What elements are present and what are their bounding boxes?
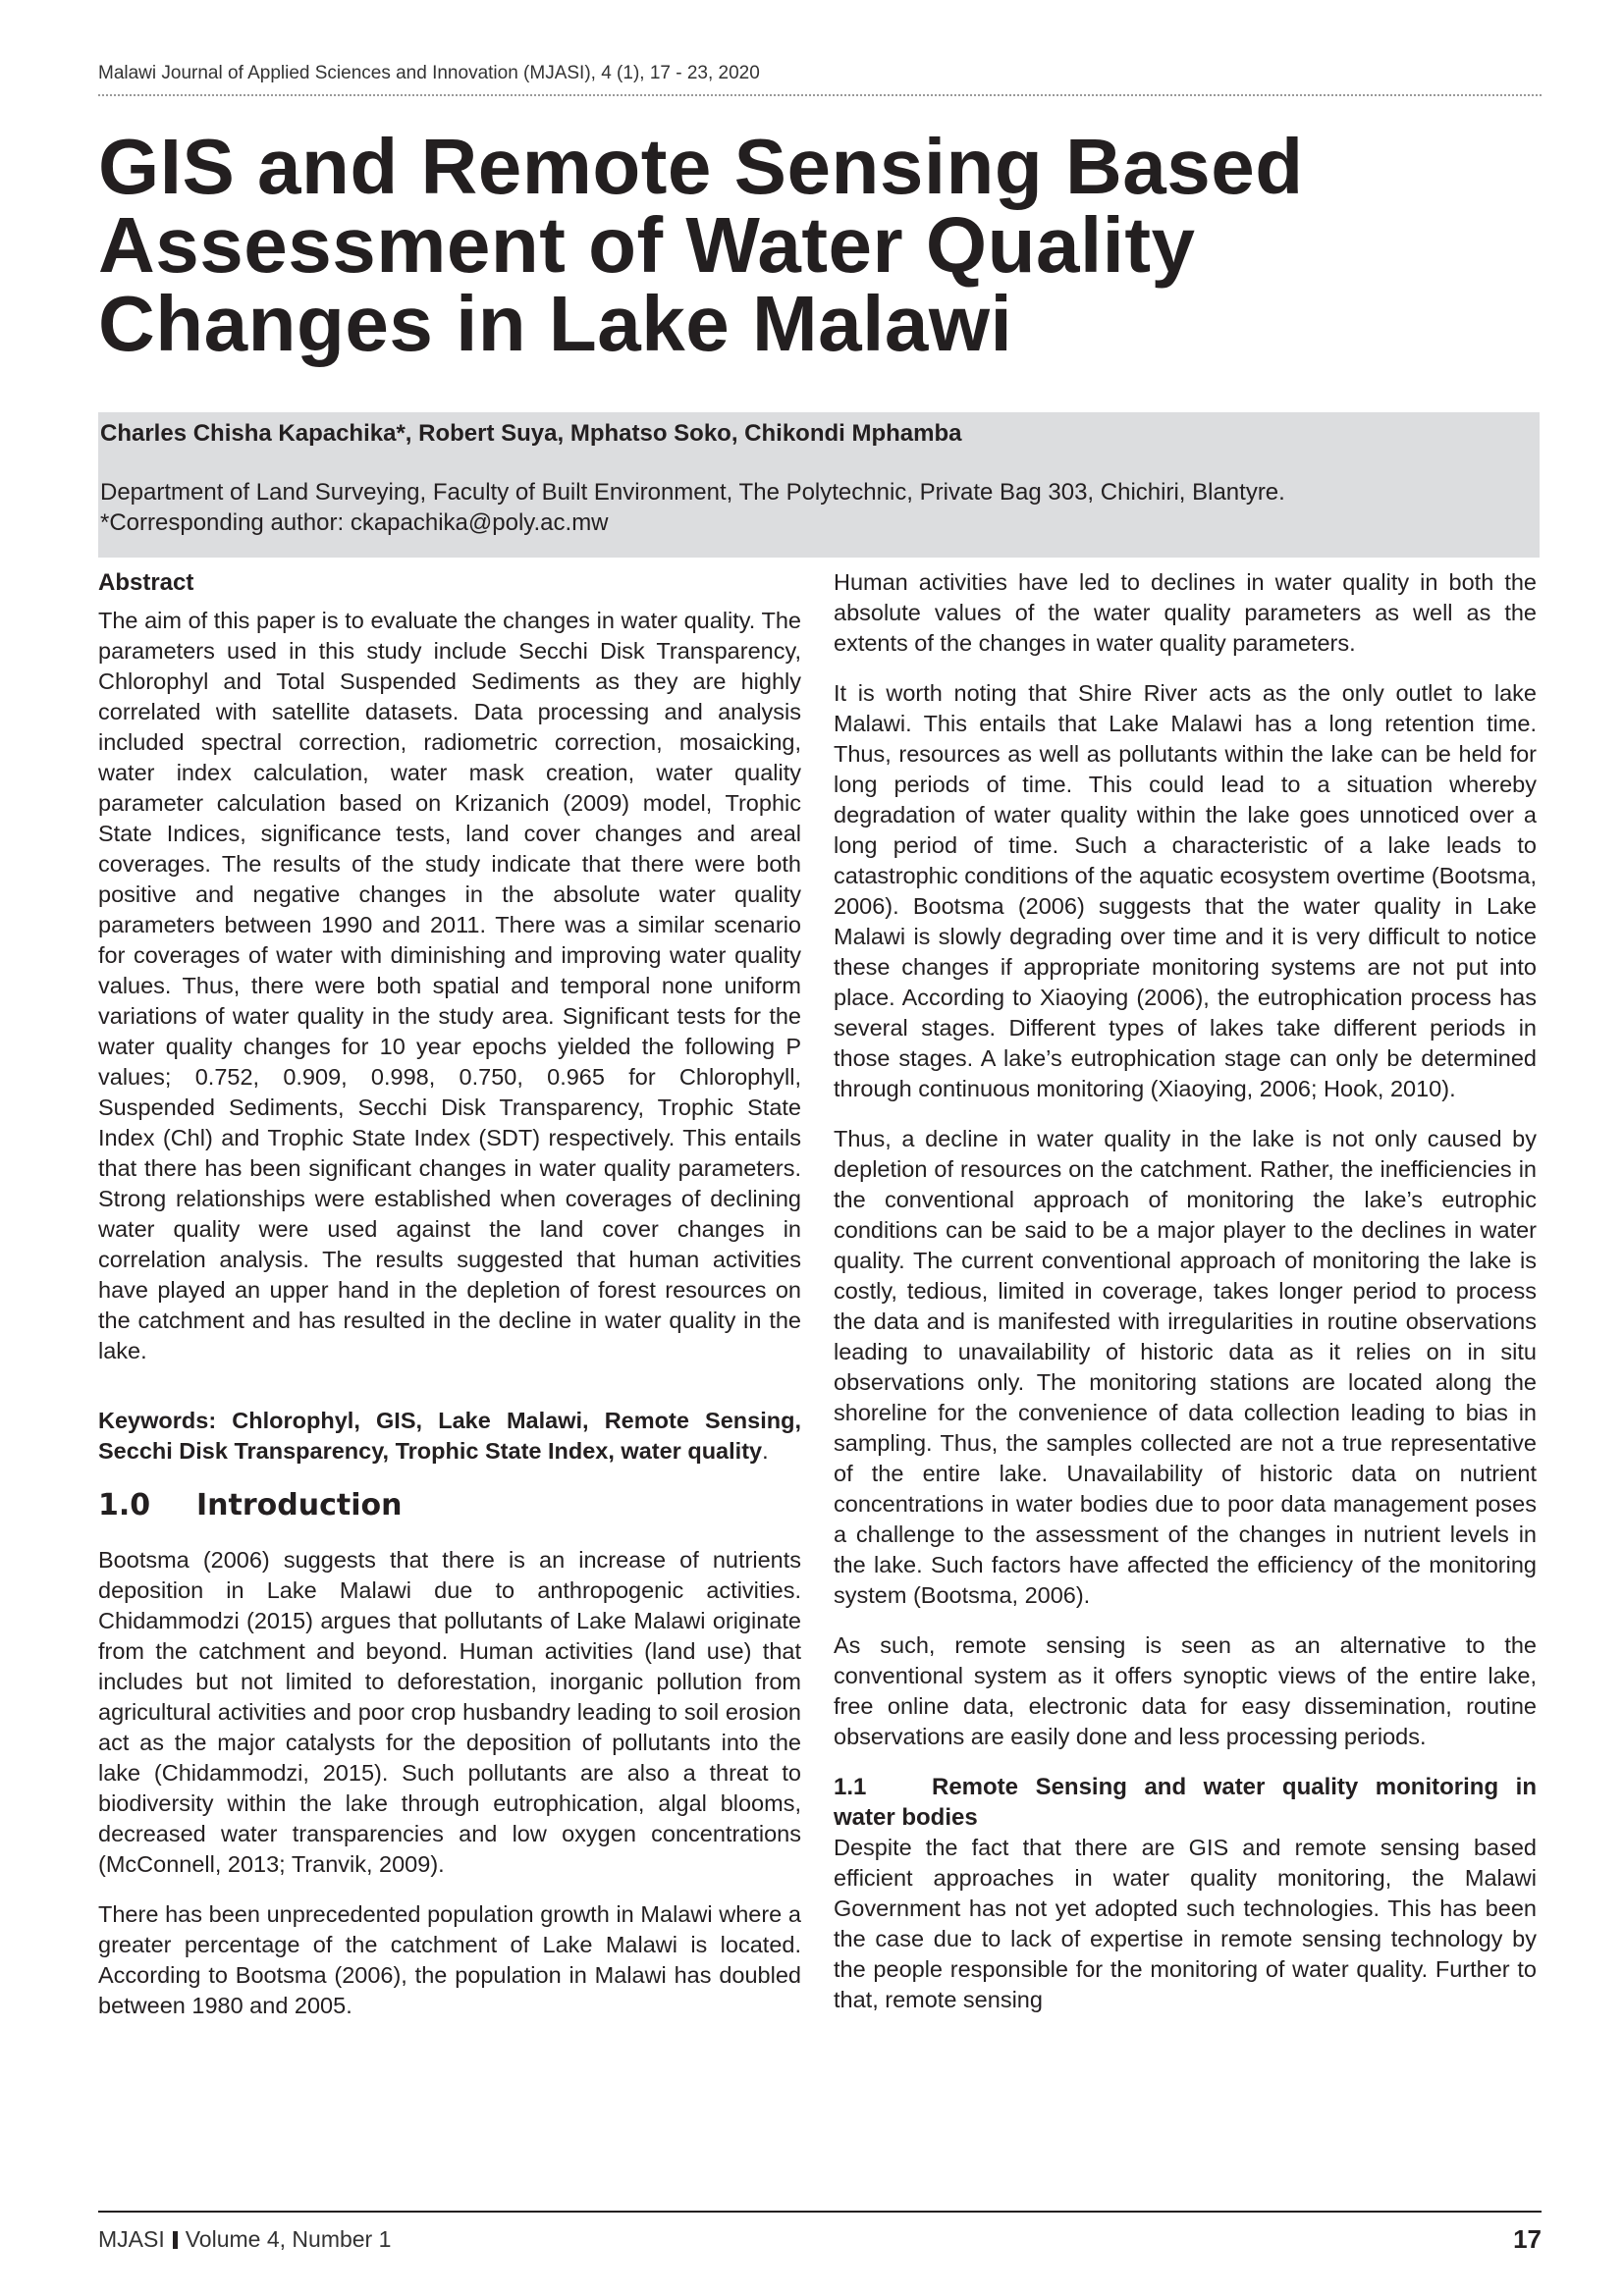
right-paragraph-2: It is worth noting that Shire River acts as the only outlet to lake Malawi. This entails that Lake Malawi has a long retention time. Thus, resources as well as pollutants within the lake can be held for long periods of time. This could lead to a situation whereby degradation of water quality within the lake goes unnoticed over a long period of time. Such a characteristic of a lake leads to catastrophic conditions of the aquatic ecosystem overtime (Bootsma, 2006). Bootsma (2006) suggests that the water quality in Lake Malawi is slowly degrading over time and it is very difficult to notice these changes if appropriate monitoring systems are not put into place. According to Xiaoying (2006), the eutrophication process has several stages. Different types of lakes take different periods in those stages. A lake’s eutrophication stage can only be determined through continuous monitoring (Xiaoying, 2006; Hook, 2010).: [834, 680, 1537, 1101]
intro-heading: [98, 1488, 801, 1523]
intro-paragraph-2: There has been unprecedented population growth in Malawi where a greater percentage of the catchment of Lake Malawi is located. According to Bootsma (2006), the population in Malawi has doubled between 1980 and 2005.: [98, 1901, 801, 2018]
intro-paragraph-1: Bootsma (2006) suggests that there is an increase of nutrients deposition in Lake Malawi due to anthropogenic activities. Chidammodzi (2015) argues that pollutants of Lake Malawi originate from the catchment and beyond. Human activities (land use) that includes but not limited to deforestation, inorganic pollution from agricultural activities and poor crop husbandry leading to soil erosion act as the major catalysts for the deposition of pollutants into the lake (Chidammodzi, 2015). Such pollutants are also a threat to biodiversity within the lake through eutrophication, algal blooms, decreased water transparencies and low oxygen concentrations (McConnell, 2013; Tranvik, 2009).: [98, 1547, 801, 1877]
affiliation: Department of Land Surveying, Faculty of Built Environment, The Polytechnic, Private Bag 303, Chichiri, Blantyre.: [100, 479, 1285, 506]
title-line-3: Changes in Lake Malawi: [98, 280, 1013, 367]
author-box: [98, 412, 1540, 558]
intro-title: Introduction: [196, 1488, 403, 1522]
right-paragraph-1: Human activities have led to declines in water quality in both the absolute values of the water quality parameters as well as the extents of the changes in water quality parameters.: [834, 569, 1537, 656]
keywords-end: .: [762, 1438, 769, 1464]
footer-separator: [173, 2231, 178, 2249]
page-footer: [98, 2211, 1542, 2254]
subsection-title: Remote Sensing and water quality monitoring in water bodies: [834, 1774, 1537, 1831]
footer-journal-name: MJASI: [98, 2226, 165, 2252]
title-line-1: GIS and Remote Sensing Based: [98, 123, 1304, 210]
right-paragraph-4: As such, remote sensing is seen as an alternative to the conventional system as it offers synoptic views of the entire lake, free online data, electronic data for easy dissemination, routine observations are easily done and less processing periods.: [834, 1632, 1537, 1749]
journal-header: Malawi Journal of Applied Sciences and Innovation (MJASI), 4 (1), 17 - 23, 2020: [98, 63, 1542, 96]
right-column: [834, 567, 1537, 2015]
left-column: [98, 567, 801, 2041]
keywords-text: Keywords: Chlorophyl, GIS, Lake Malawi, Remote Sensing, Secchi Disk Transparency, Trophic State Index, water quality: [98, 1408, 801, 1464]
corresponding-author: *Corresponding author: ckapachika@poly.ac.mw: [100, 509, 609, 536]
abstract-text: The aim of this paper is to evaluate the changes in water quality. The parameters used in this study include Secchi Disk Transparency, Chlorophyl and Total Suspended Sediments as they are highly correlated with satellite datasets. Data processing and analysis included spectral correction, radiometric correction, mosaicking, water index calculation, water mask creation, water quality parameter calculation based on Krizanich (2009) model, Trophic State Indices, significance tests, land cover changes and areal coverages. The results of the study indicate that there were both positive and negative changes in the absolute water quality parameters between 1990 and 2011. There was a similar scenario for coverages of water with diminishing and improving water quality values. Thus, there were both spatial and temporal none uniform variations of water quality in the study area. Significant tests for the water quality changes for 10 year epochs yielded the following P values; 0.752, 0.909, 0.998, 0.750, 0.965 for Chlorophyll, Suspended Sediments, Secchi Disk Transparency, Trophic State Index (Chl) and Trophic State Index (SDT) respectively. This entails that there has been significant changes in water quality parameters. Strong relationships were established when coverages of declining water quality were used against the land cover changes in correlation analysis. The results suggested that human activities have played an upper hand in the depletion of forest resources on the catchment and has resulted in the decline in water quality in the lake.: [98, 608, 801, 1363]
authors: Charles Chisha Kapachika*, Robert Suya, Mphatso Soko, Chikondi Mphamba: [100, 420, 962, 447]
subsection-number: 1.1: [834, 1774, 867, 1800]
right-paragraph-5: Despite the fact that there are GIS and remote sensing based efficient approaches in water quality monitoring, the Malawi Government has not yet adopted such technologies. This has been the case due to lack of expertise in remote sensing technology by the people responsible for the monitoring of water quality. Further to that, remote sensing: [834, 1835, 1537, 2012]
title-line-2: Assessment of Water Quality: [98, 201, 1196, 289]
footer-volume: Volume 4, Number 1: [185, 2226, 392, 2252]
abstract-heading: Abstract: [98, 569, 194, 596]
subsection-heading: [834, 1772, 1537, 1833]
intro-number: 1.0: [98, 1488, 151, 1522]
right-paragraph-3: Thus, a decline in water quality in the lake is not only caused by depletion of resources on the catchment. Rather, the inefficiencies in the conventional approach of monitoring the lake’s eutrophic conditions can be said to be a major player to the declines in water quality. The current conventional approach of monitoring the lake is costly, tedious, limited in coverage, takes longer period to process the data and is manifested with irregularities in routine observations leading to unavailability of historic data as it relies on in situ observations only. The monitoring stations are located along the shoreline for the convenience of data collection leading to bias in sampling. Thus, the samples collected are not a true representative of the entire lake. Unavailability of historic data on nutrient concentrations in water bodies due to poor data management poses a challenge to the assessment of the changes in nutrient levels in the lake. Such factors have affected the efficiency of the monitoring system (Bootsma, 2006).: [834, 1126, 1537, 1608]
footer-journal: [98, 2226, 391, 2253]
keywords: [98, 1406, 801, 1467]
page-number: 17: [1513, 2224, 1542, 2254]
paper-title: [98, 123, 1532, 367]
affiliation-block: [100, 477, 1285, 538]
